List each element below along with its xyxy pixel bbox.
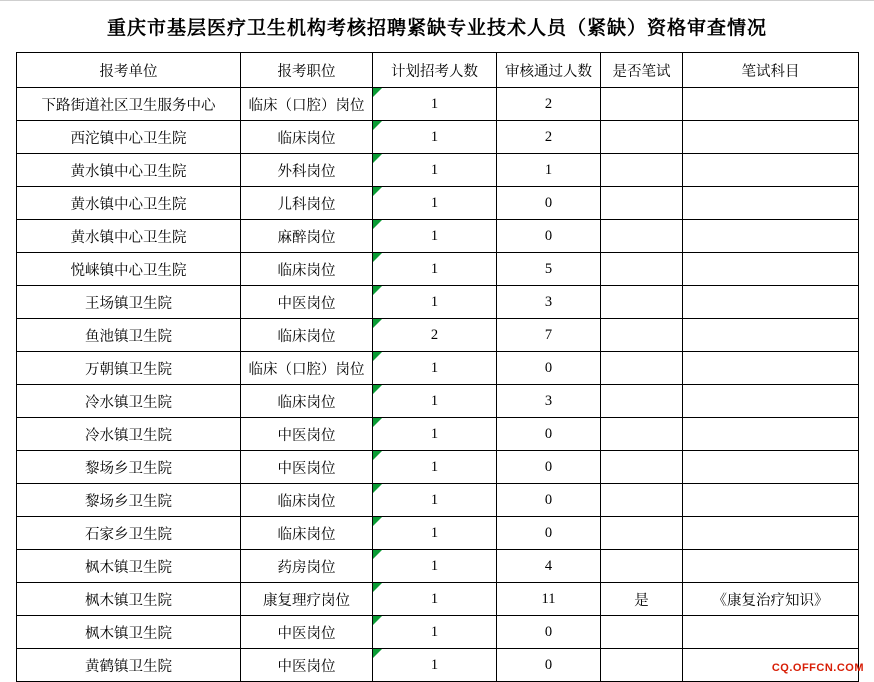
cell-position: 麻醉岗位 — [241, 220, 373, 253]
cell-written-exam — [601, 253, 683, 286]
cell-written-exam — [601, 550, 683, 583]
cell-passed-count: 5 — [497, 253, 601, 286]
cell-position: 临床岗位 — [241, 319, 373, 352]
table-row — [17, 385, 859, 418]
cell-plan-count: 1 — [373, 484, 497, 517]
column-header-exam-subject: 笔试科目 — [683, 53, 859, 88]
cell-passed-count: 1 — [497, 154, 601, 187]
cell-position: 临床岗位 — [241, 484, 373, 517]
cell-written-exam — [601, 352, 683, 385]
column-header-position: 报考职位 — [241, 53, 373, 88]
cell-passed-count: 3 — [497, 286, 601, 319]
cell-plan-count: 1 — [373, 253, 497, 286]
cell-position: 儿科岗位 — [241, 187, 373, 220]
cell-written-exam — [601, 451, 683, 484]
cell-written-exam — [601, 616, 683, 649]
cell-written-exam — [601, 517, 683, 550]
cell-unit: 枫木镇卫生院 — [17, 616, 241, 649]
cell-plan-count: 1 — [373, 187, 497, 220]
cell-unit: 悦崃镇中心卫生院 — [17, 253, 241, 286]
cell-exam-subject — [683, 121, 859, 154]
cell-position: 中医岗位 — [241, 286, 373, 319]
table-row — [17, 319, 859, 352]
table-row — [17, 352, 859, 385]
cell-position: 中医岗位 — [241, 451, 373, 484]
table-row — [17, 121, 859, 154]
table-row — [17, 88, 859, 121]
table-row — [17, 616, 859, 649]
cell-exam-subject — [683, 517, 859, 550]
table-body — [17, 88, 859, 682]
cell-unit: 鱼池镇卫生院 — [17, 319, 241, 352]
table-row — [17, 187, 859, 220]
column-header-plan-count: 计划招考人数 — [373, 53, 497, 88]
cell-exam-subject — [683, 319, 859, 352]
cell-exam-subject — [683, 616, 859, 649]
table-row — [17, 484, 859, 517]
cell-written-exam — [601, 286, 683, 319]
cell-written-exam — [601, 154, 683, 187]
cell-passed-count: 0 — [497, 484, 601, 517]
cell-plan-count: 1 — [373, 550, 497, 583]
cell-exam-subject — [683, 187, 859, 220]
cell-passed-count: 4 — [497, 550, 601, 583]
cell-passed-count: 0 — [497, 649, 601, 682]
table-row — [17, 418, 859, 451]
column-header-passed-count: 审核通过人数 — [497, 53, 601, 88]
cell-position: 中医岗位 — [241, 649, 373, 682]
cell-passed-count: 3 — [497, 385, 601, 418]
table-container — [0, 52, 874, 682]
table-row — [17, 253, 859, 286]
cell-plan-count: 1 — [373, 418, 497, 451]
cell-plan-count: 2 — [373, 319, 497, 352]
table-header-row — [17, 53, 859, 88]
cell-position: 药房岗位 — [241, 550, 373, 583]
cell-plan-count: 1 — [373, 88, 497, 121]
cell-passed-count: 0 — [497, 352, 601, 385]
cell-passed-count: 0 — [497, 187, 601, 220]
cell-written-exam — [601, 418, 683, 451]
cell-passed-count: 2 — [497, 121, 601, 154]
cell-exam-subject — [683, 352, 859, 385]
cell-exam-subject — [683, 385, 859, 418]
cell-unit: 黄水镇中心卫生院 — [17, 154, 241, 187]
cell-plan-count: 1 — [373, 616, 497, 649]
cell-position: 临床岗位 — [241, 253, 373, 286]
cell-written-exam: 是 — [601, 583, 683, 616]
cell-unit: 黄鹤镇卫生院 — [17, 649, 241, 682]
cell-unit: 万朝镇卫生院 — [17, 352, 241, 385]
cell-exam-subject — [683, 451, 859, 484]
table-row — [17, 451, 859, 484]
cell-position: 康复理疗岗位 — [241, 583, 373, 616]
cell-passed-count: 0 — [497, 517, 601, 550]
cell-unit: 石家乡卫生院 — [17, 517, 241, 550]
cell-written-exam — [601, 88, 683, 121]
cell-position: 临床（口腔）岗位 — [241, 352, 373, 385]
page-title: 重庆市基层医疗卫生机构考核招聘紧缺专业技术人员（紧缺）资格审查情况 — [106, 17, 767, 39]
cell-unit: 西沱镇中心卫生院 — [17, 121, 241, 154]
table-row — [17, 154, 859, 187]
table-row — [17, 583, 859, 616]
cell-exam-subject — [683, 88, 859, 121]
cell-passed-count: 7 — [497, 319, 601, 352]
cell-plan-count: 1 — [373, 583, 497, 616]
cell-unit: 黄水镇中心卫生院 — [17, 220, 241, 253]
cell-plan-count: 1 — [373, 154, 497, 187]
cell-written-exam — [601, 385, 683, 418]
cell-passed-count: 0 — [497, 418, 601, 451]
cell-exam-subject — [683, 550, 859, 583]
cell-plan-count: 1 — [373, 286, 497, 319]
cell-position: 临床（口腔）岗位 — [241, 88, 373, 121]
cell-unit: 枫木镇卫生院 — [17, 550, 241, 583]
cell-unit: 冷水镇卫生院 — [17, 418, 241, 451]
cell-plan-count: 1 — [373, 649, 497, 682]
cell-written-exam — [601, 220, 683, 253]
cell-position: 临床岗位 — [241, 121, 373, 154]
top-rule — [0, 0, 874, 1]
cell-exam-subject — [683, 220, 859, 253]
cell-written-exam — [601, 187, 683, 220]
cell-position: 中医岗位 — [241, 616, 373, 649]
table-row — [17, 550, 859, 583]
cell-passed-count: 0 — [497, 451, 601, 484]
table-row — [17, 286, 859, 319]
cell-unit: 下路街道社区卫生服务中心 — [17, 88, 241, 121]
cell-written-exam — [601, 319, 683, 352]
cell-passed-count: 0 — [497, 220, 601, 253]
cell-unit: 黎场乡卫生院 — [17, 451, 241, 484]
cell-exam-subject — [683, 154, 859, 187]
cell-position: 临床岗位 — [241, 385, 373, 418]
site-watermark: CQ.OFFCN.COM — [771, 662, 864, 674]
cell-plan-count: 1 — [373, 121, 497, 154]
cell-written-exam — [601, 121, 683, 154]
cell-position: 中医岗位 — [241, 418, 373, 451]
table-row — [17, 517, 859, 550]
qualification-review-table — [16, 52, 859, 682]
cell-plan-count: 1 — [373, 385, 497, 418]
table-row — [17, 649, 859, 682]
cell-unit: 枫木镇卫生院 — [17, 583, 241, 616]
cell-unit: 黎场乡卫生院 — [17, 484, 241, 517]
cell-unit: 冷水镇卫生院 — [17, 385, 241, 418]
cell-written-exam — [601, 649, 683, 682]
cell-exam-subject — [683, 253, 859, 286]
cell-position: 外科岗位 — [241, 154, 373, 187]
cell-unit: 王场镇卫生院 — [17, 286, 241, 319]
cell-exam-subject — [683, 418, 859, 451]
cell-exam-subject: 《康复治疗知识》 — [683, 583, 859, 616]
cell-plan-count: 1 — [373, 352, 497, 385]
column-header-written-exam: 是否笔试 — [601, 53, 683, 88]
table-row — [17, 220, 859, 253]
cell-exam-subject — [683, 484, 859, 517]
cell-exam-subject — [683, 286, 859, 319]
column-header-unit: 报考单位 — [17, 53, 241, 88]
cell-passed-count: 11 — [497, 583, 601, 616]
cell-position: 临床岗位 — [241, 517, 373, 550]
cell-passed-count: 0 — [497, 616, 601, 649]
cell-passed-count: 2 — [497, 88, 601, 121]
cell-plan-count: 1 — [373, 451, 497, 484]
document-title-row — [0, 0, 874, 52]
cell-unit: 黄水镇中心卫生院 — [17, 187, 241, 220]
cell-written-exam — [601, 484, 683, 517]
cell-plan-count: 1 — [373, 517, 497, 550]
cell-plan-count: 1 — [373, 220, 497, 253]
